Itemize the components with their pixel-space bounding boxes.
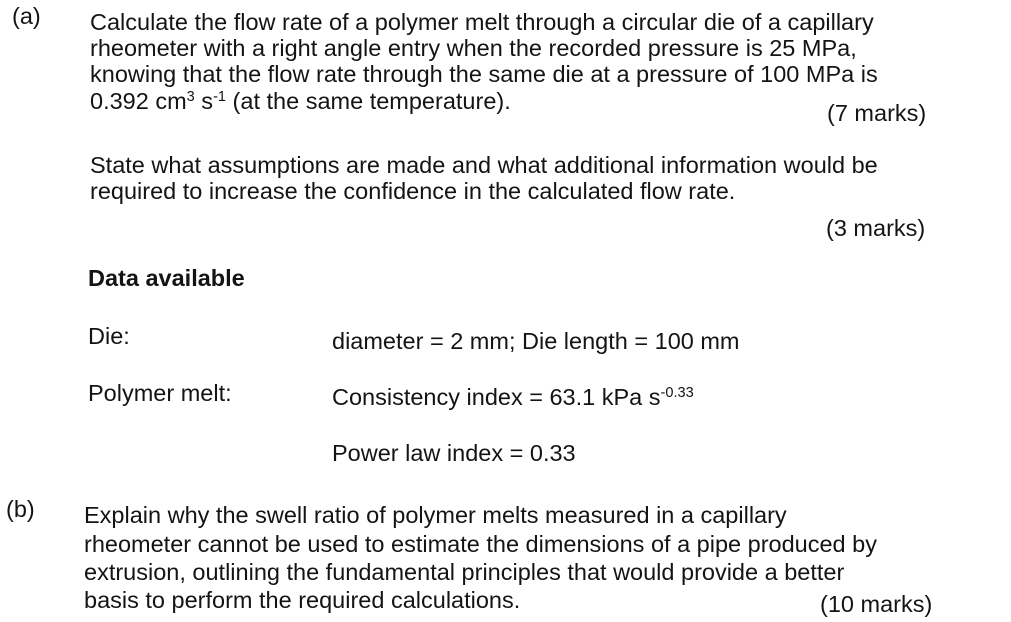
question-line-1: Calculate the flow rate of a polymer melt through a circular die of a capillary: [90, 9, 874, 35]
question-line-3: knowing that the flow rate through the same die at a pressure of 100 MPa is: [90, 61, 878, 87]
flow-value: 0.392 cm: [90, 88, 187, 114]
marks-a-1: (7 marks): [827, 100, 927, 126]
assumption-line-2: required to increase the confidence in the calculated flow rate.: [90, 178, 736, 204]
consistency-index: [332, 384, 694, 411]
die-label: Die:: [88, 323, 130, 349]
flow-tail: (at the same temperature).: [226, 88, 511, 114]
flow-exponent-cubed: 3: [186, 89, 195, 105]
consistency-exponent: -0.33: [660, 385, 694, 401]
question-line-4: [90, 88, 511, 114]
die-value: diameter = 2 mm; Die length = 100 mm: [332, 328, 740, 354]
part-b-line-1: Explain why the swell ratio of polymer melts measured in a capillary: [84, 502, 787, 528]
part-a-label: (a): [12, 3, 41, 29]
part-b-label: (b): [6, 496, 35, 522]
part-b-line-4: basis to perform the required calculations.: [84, 587, 521, 613]
polymer-melt-label: Polymer melt:: [88, 380, 232, 406]
part-b-line-2: rheometer cannot be used to estimate the dimensions of a pipe produced by: [84, 531, 877, 557]
marks-b: (10 marks): [820, 591, 933, 617]
consistency-text: Consistency index = 63.1 kPa s: [332, 384, 661, 410]
marks-a-2: (3 marks): [826, 215, 926, 241]
part-b-line-3: extrusion, outlining the fundamental principles that would provide a better: [84, 559, 845, 585]
power-law-index: Power law index = 0.33: [332, 440, 576, 466]
assumption-line-1: State what assumptions are made and what additional information would be: [90, 152, 878, 178]
data-available-heading: Data available: [88, 265, 245, 291]
flow-exponent-minus-one: -1: [213, 89, 227, 105]
flow-unit-seconds: s: [194, 88, 214, 114]
question-line-2: rheometer with a right angle entry when the recorded pressure is 25 MPa,: [90, 35, 857, 61]
